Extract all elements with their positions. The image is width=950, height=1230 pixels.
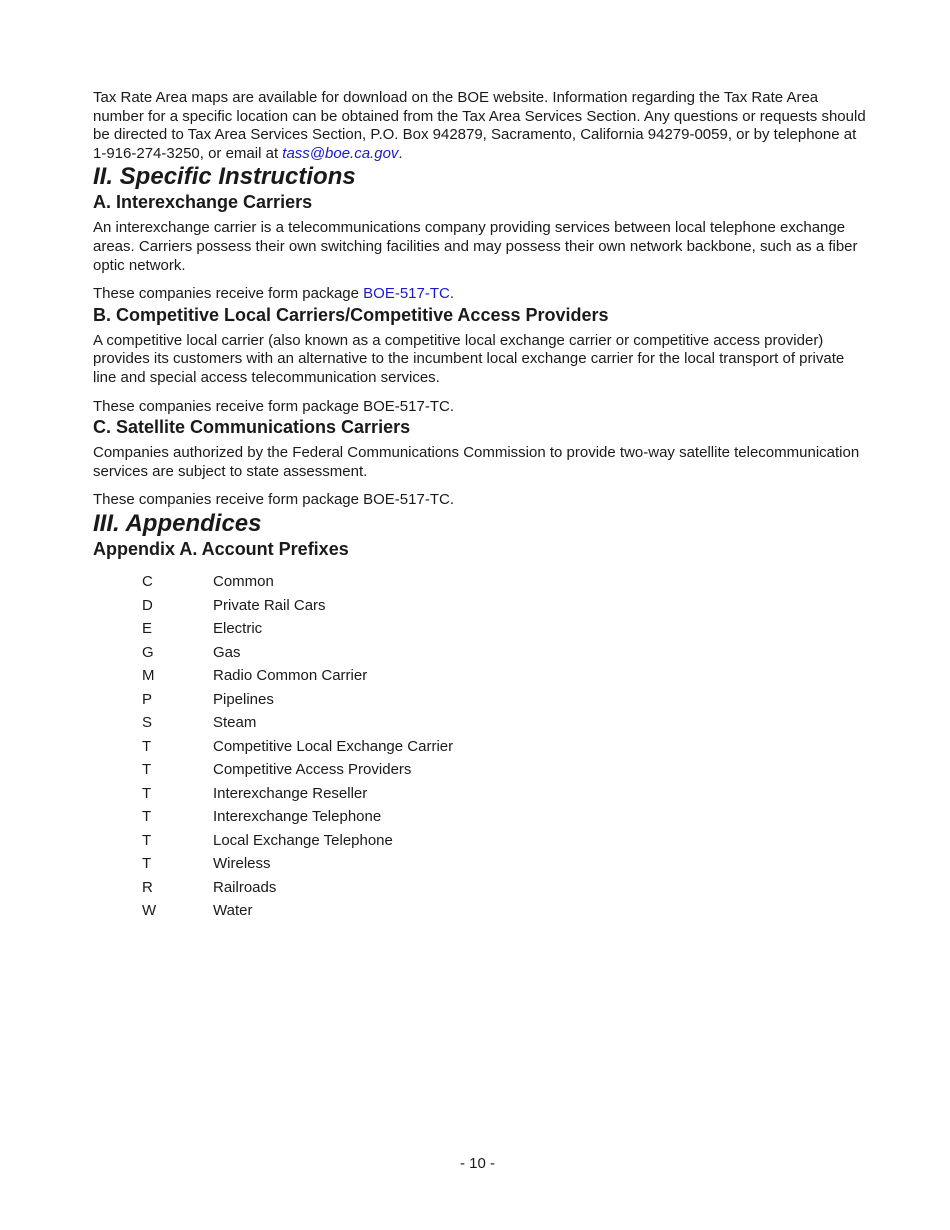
subheading-competitive-local-carriers: B. Competitive Local Carriers/Competitive Access Providers [93, 304, 609, 325]
intro-text-end: . [398, 144, 403, 162]
prefix-code: T [142, 784, 152, 802]
receive-text-a: These companies receive form package [93, 285, 364, 303]
prefix-name: Interexchange Reseller [213, 784, 368, 802]
prefix-code: R [142, 878, 153, 896]
intro-paragraph [93, 89, 868, 163]
prefix-row [142, 734, 868, 758]
prefix-code: T [142, 808, 152, 826]
prefix-row [142, 617, 868, 641]
prefix-code: C [142, 573, 153, 591]
prefix-name: Competitive Local Exchange Carrier [213, 737, 454, 755]
prefix-row [142, 758, 868, 782]
account-prefix-table [142, 570, 868, 923]
prefix-name: Railroads [213, 878, 277, 896]
prefix-code: T [142, 737, 152, 755]
prefix-code: T [142, 855, 152, 873]
prefix-name: Local Exchange Telephone [213, 831, 393, 849]
prefix-code: E [142, 620, 153, 638]
prefix-row [142, 664, 868, 688]
boe-517-tc-link[interactable]: BOE-517-TC [363, 285, 450, 303]
prefix-name: Common [213, 573, 274, 591]
paragraph-satellite-carriers: Companies authorized by the Federal Communications Commission to provide two-way satellite telecommunication services are subject to state assessment. [93, 444, 860, 480]
prefix-code: G [142, 643, 154, 661]
receive-paragraph-a [93, 285, 868, 304]
prefix-name: Private Rail Cars [213, 596, 326, 614]
email-link[interactable]: tass@boe.ca.gov [282, 144, 399, 162]
prefix-row [142, 781, 868, 805]
page-number: - 10 - [459, 1155, 495, 1172]
subheading-account-prefixes: Appendix A. Account Prefixes [93, 538, 349, 559]
receive-text-a-end: . [449, 285, 455, 303]
prefix-code: M [142, 667, 155, 685]
subheading-satellite-carriers: C. Satellite Communications Carriers [93, 417, 411, 438]
prefix-row [142, 852, 868, 876]
prefix-code: T [142, 761, 152, 779]
prefix-row [142, 711, 868, 735]
paragraph-interexchange-carriers: An interexchange carrier is a telecommunications company providing services between local telephone exchange areas. Carriers possess their own switching facilities and may possess their own network backbone, such as a fiber optic network. [93, 219, 858, 274]
paragraph-competitive-local-carriers: A competitive local carrier (also known as a competitive local exchange carrier or competitive access provider) provides its customers with an alternative to the incumbent local exchange carrier for the local transport of private line and special access telecommunication services. [93, 331, 845, 386]
prefix-row [142, 805, 868, 829]
prefix-name: Interexchange Telephone [213, 808, 382, 826]
section-heading-specific-instructions: II. Specific Instructions [93, 163, 356, 191]
intro-text: Tax Rate Area maps are available for download on the BOE website. Information regarding the Tax Rate Area number for a specific location can be obtained from the Tax Area Services Section. Any questions or requests should be directed to Tax Area Services Section, P.O. Box 942879, Sacramento, California 94279-0059, or by telephone at 1-916-274-3250, or email at [93, 89, 866, 162]
prefix-code: P [142, 690, 153, 708]
prefix-name: Wireless [213, 855, 271, 873]
section-heading-appendices: III. Appendices [93, 509, 262, 537]
prefix-row [142, 828, 868, 852]
prefix-code: D [142, 596, 153, 614]
prefix-name: Radio Common Carrier [213, 667, 368, 685]
prefix-row [142, 687, 868, 711]
receive-paragraph-b: These companies receive form package BOE-517-TC. [93, 397, 454, 415]
prefix-row [142, 570, 868, 594]
prefix-code: T [142, 831, 152, 849]
prefix-name: Steam [213, 714, 257, 732]
subheading-interexchange-carriers: A. Interexchange Carriers [93, 192, 313, 213]
prefix-row [142, 593, 868, 617]
prefix-row [142, 875, 868, 899]
prefix-code: S [142, 714, 153, 732]
prefix-row [142, 640, 868, 664]
prefix-name: Competitive Access Providers [213, 761, 412, 779]
receive-paragraph-c: These companies receive form package BOE-517-TC. [93, 491, 454, 509]
prefix-code: W [142, 902, 157, 920]
prefix-name: Gas [213, 643, 241, 661]
prefix-name: Water [213, 902, 253, 920]
prefix-row [142, 899, 868, 923]
prefix-name: Electric [213, 620, 263, 638]
prefix-name: Pipelines [213, 690, 274, 708]
document-page [93, 89, 868, 922]
